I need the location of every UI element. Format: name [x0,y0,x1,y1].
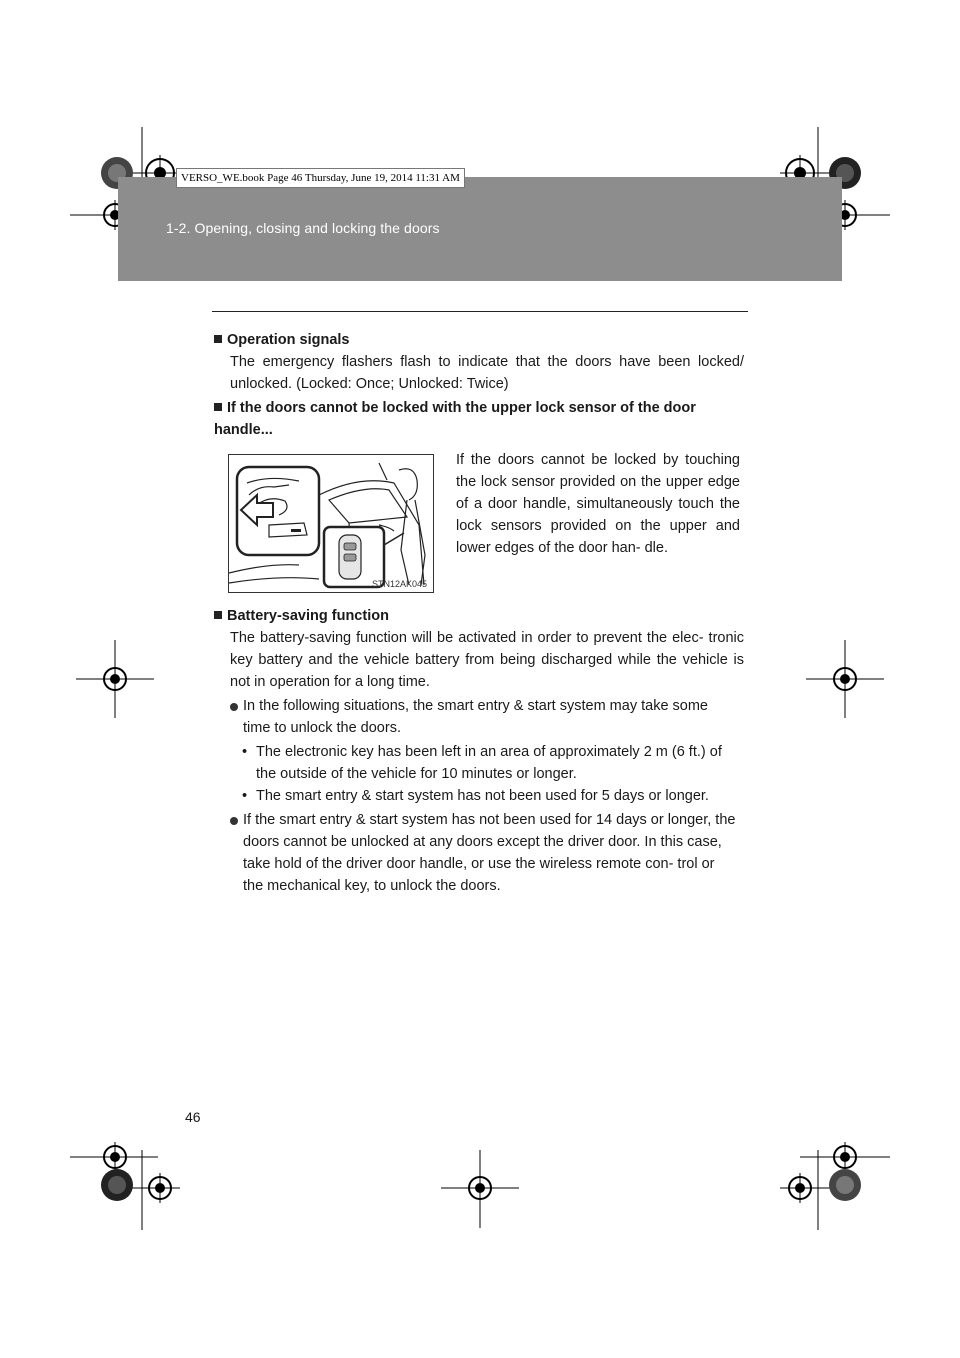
page-number: 46 [185,1109,201,1125]
battery-saving-subitem-2: The smart entry & start system has not been used for 5 days or longer. [256,788,709,804]
battery-saving-heading: Battery-saving function [214,605,744,627]
book-stamp: VERSO_WE.book Page 46 Thursday, June 19, 2014 11:31 AM [176,168,465,188]
color-disc-icon [828,1168,862,1202]
upper-lock-sensor-heading: If the doors cannot be locked with the upper lock sensor of the door handle... [214,400,696,438]
registration-mark-icon [465,1173,495,1203]
registration-mark-icon [785,1173,815,1203]
registration-mark-icon [100,664,130,694]
section-title: 1-2. Opening, closing and locking the doors [166,220,440,236]
square-bullet-icon [214,335,222,343]
upper-lock-sensor-body: If the doors cannot be locked by touching the lock sensor provided on the upper edge of a door handle, simultaneously touch the lock sensors provided on the upper and lower edges of the door han- dle. [456,452,740,556]
sub-bullet-marker: • [242,788,248,804]
square-bullet-icon [214,403,222,411]
operation-signals-body: The emergency flashers flash to indicate that the doors have been locked/ unlocked. (Locked: Once; Unlocked: Twice) [230,354,744,392]
figure-code: STN12AK045 [371,579,427,589]
door-handle-illustration [228,454,434,593]
battery-saving-subitem-1: The electronic key has been left in an area of approximately 2 m (6 ft.) of the outside of the vehicle for 10 minutes or longer. [256,744,722,782]
color-disc-icon [100,1168,134,1202]
battery-saving-bullet-2: If the smart entry & start system has not been used for 14 days or longer, the doors cannot be unlocked at any doors except the driver door. In this case, take hold of the driver door handle, or use the wireless remote con- trol or the mechanical key, to unlock the doors. [243,812,736,894]
registration-mark-icon [830,664,860,694]
car-door-drawing [229,455,434,593]
battery-saving-body: The battery-saving function will be activated in order to prevent the elec- tronic key battery and the vehicle battery from being discharged while the vehicle is not in operation for a long time. [230,630,744,690]
circle-bullet-icon [230,703,238,711]
circle-bullet-icon [230,817,238,825]
sub-bullet-marker: • [242,744,248,760]
operation-signals-heading: Operation signals [214,329,744,351]
battery-saving-bullet-1: In the following situations, the smart entry & start system may take some time to unlock the doors. [243,698,708,736]
header-rule [212,311,748,312]
square-bullet-icon [214,611,222,619]
registration-mark-icon [145,1173,175,1203]
